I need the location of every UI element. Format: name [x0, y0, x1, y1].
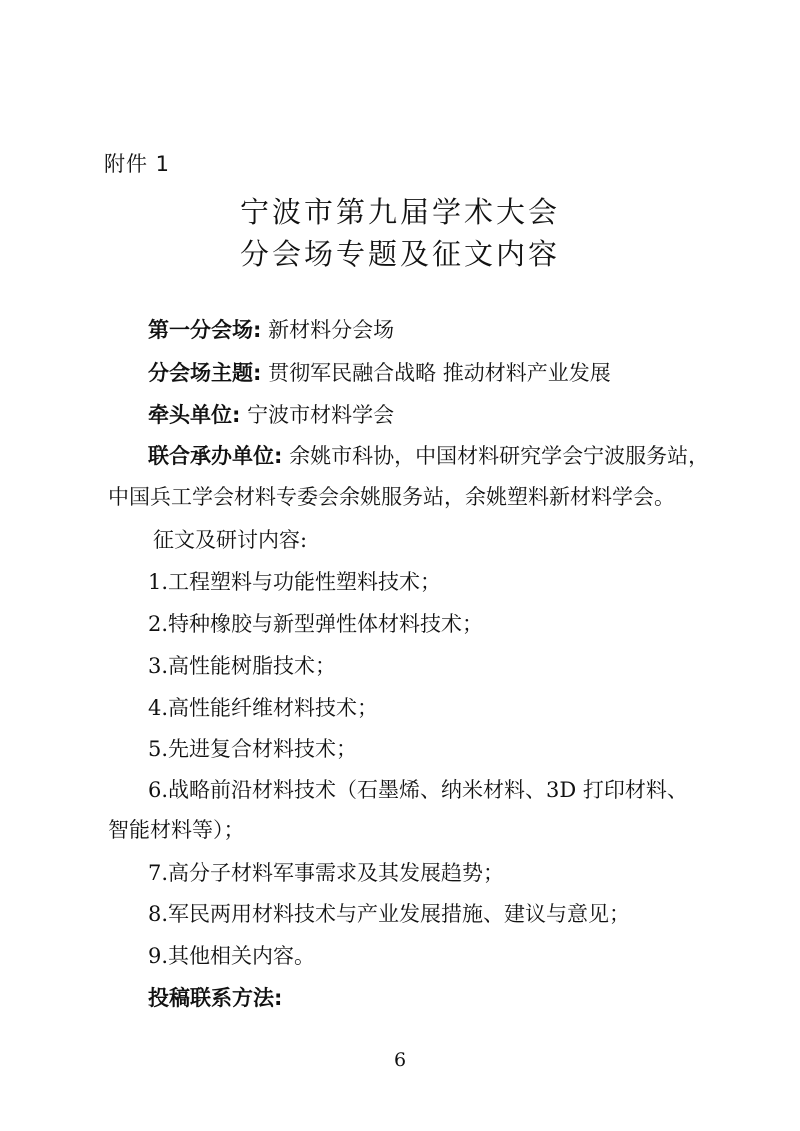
- topics-heading: 征文及研讨内容:: [153, 528, 308, 552]
- theme-value: 贯彻军民融合战略 推动材料产业发展: [268, 361, 611, 385]
- topic-item: 1.工程塑料与功能性塑料技术；: [148, 570, 442, 594]
- title-line-1: 宁波市第九届学术大会: [239, 195, 560, 229]
- topic-item-continuation: 智能材料等）；: [108, 818, 245, 842]
- attachment-label: 附件 1: [104, 152, 171, 176]
- lead-unit-line: [148, 400, 394, 430]
- page-number: 6: [393, 1049, 407, 1071]
- venue-value: 新材料分会场: [268, 318, 395, 342]
- topic-item: 9.其他相关内容。: [148, 944, 316, 968]
- co-organizers-line: [148, 441, 709, 471]
- topic-item: 4.高性能纤维材料技术；: [148, 696, 379, 720]
- lead-unit-value: 宁波市材料学会: [247, 403, 395, 427]
- topic-item: 5.先进复合材料技术；: [148, 737, 358, 761]
- contact-heading-line: [148, 983, 282, 1013]
- co-organizers-value-1: 余姚市科协，中国材料研究学会宁波服务站，: [289, 444, 710, 468]
- topic-item: 3.高性能树脂技术；: [148, 654, 337, 678]
- venue-line: [148, 315, 394, 345]
- topic-item: 6.战略前沿材料技术（石墨烯、纳米材料、3D 打印材料、: [148, 778, 688, 802]
- venue-label: 第一分会场:: [148, 318, 262, 342]
- topic-item: 8.军民两用材料技术与产业发展措施、建议与意见；: [148, 902, 631, 926]
- topic-item: 2.特种橡胶与新型弹性体材料技术；: [148, 612, 484, 636]
- contact-heading: 投稿联系方法:: [148, 986, 283, 1010]
- topic-item: 7.高分子材料军事需求及其发展趋势；: [148, 861, 505, 885]
- title-line-2: 分会场专题及征文内容: [239, 237, 560, 271]
- theme-line: [148, 358, 611, 388]
- theme-label: 分会场主题:: [148, 361, 262, 385]
- lead-unit-label: 牵头单位:: [148, 403, 241, 427]
- co-organizers-label: 联合承办单位:: [148, 444, 283, 468]
- co-organizers-line-2: 中国兵工学会材料专委会余姚服务站，余姚塑料新材料学会。: [108, 485, 675, 509]
